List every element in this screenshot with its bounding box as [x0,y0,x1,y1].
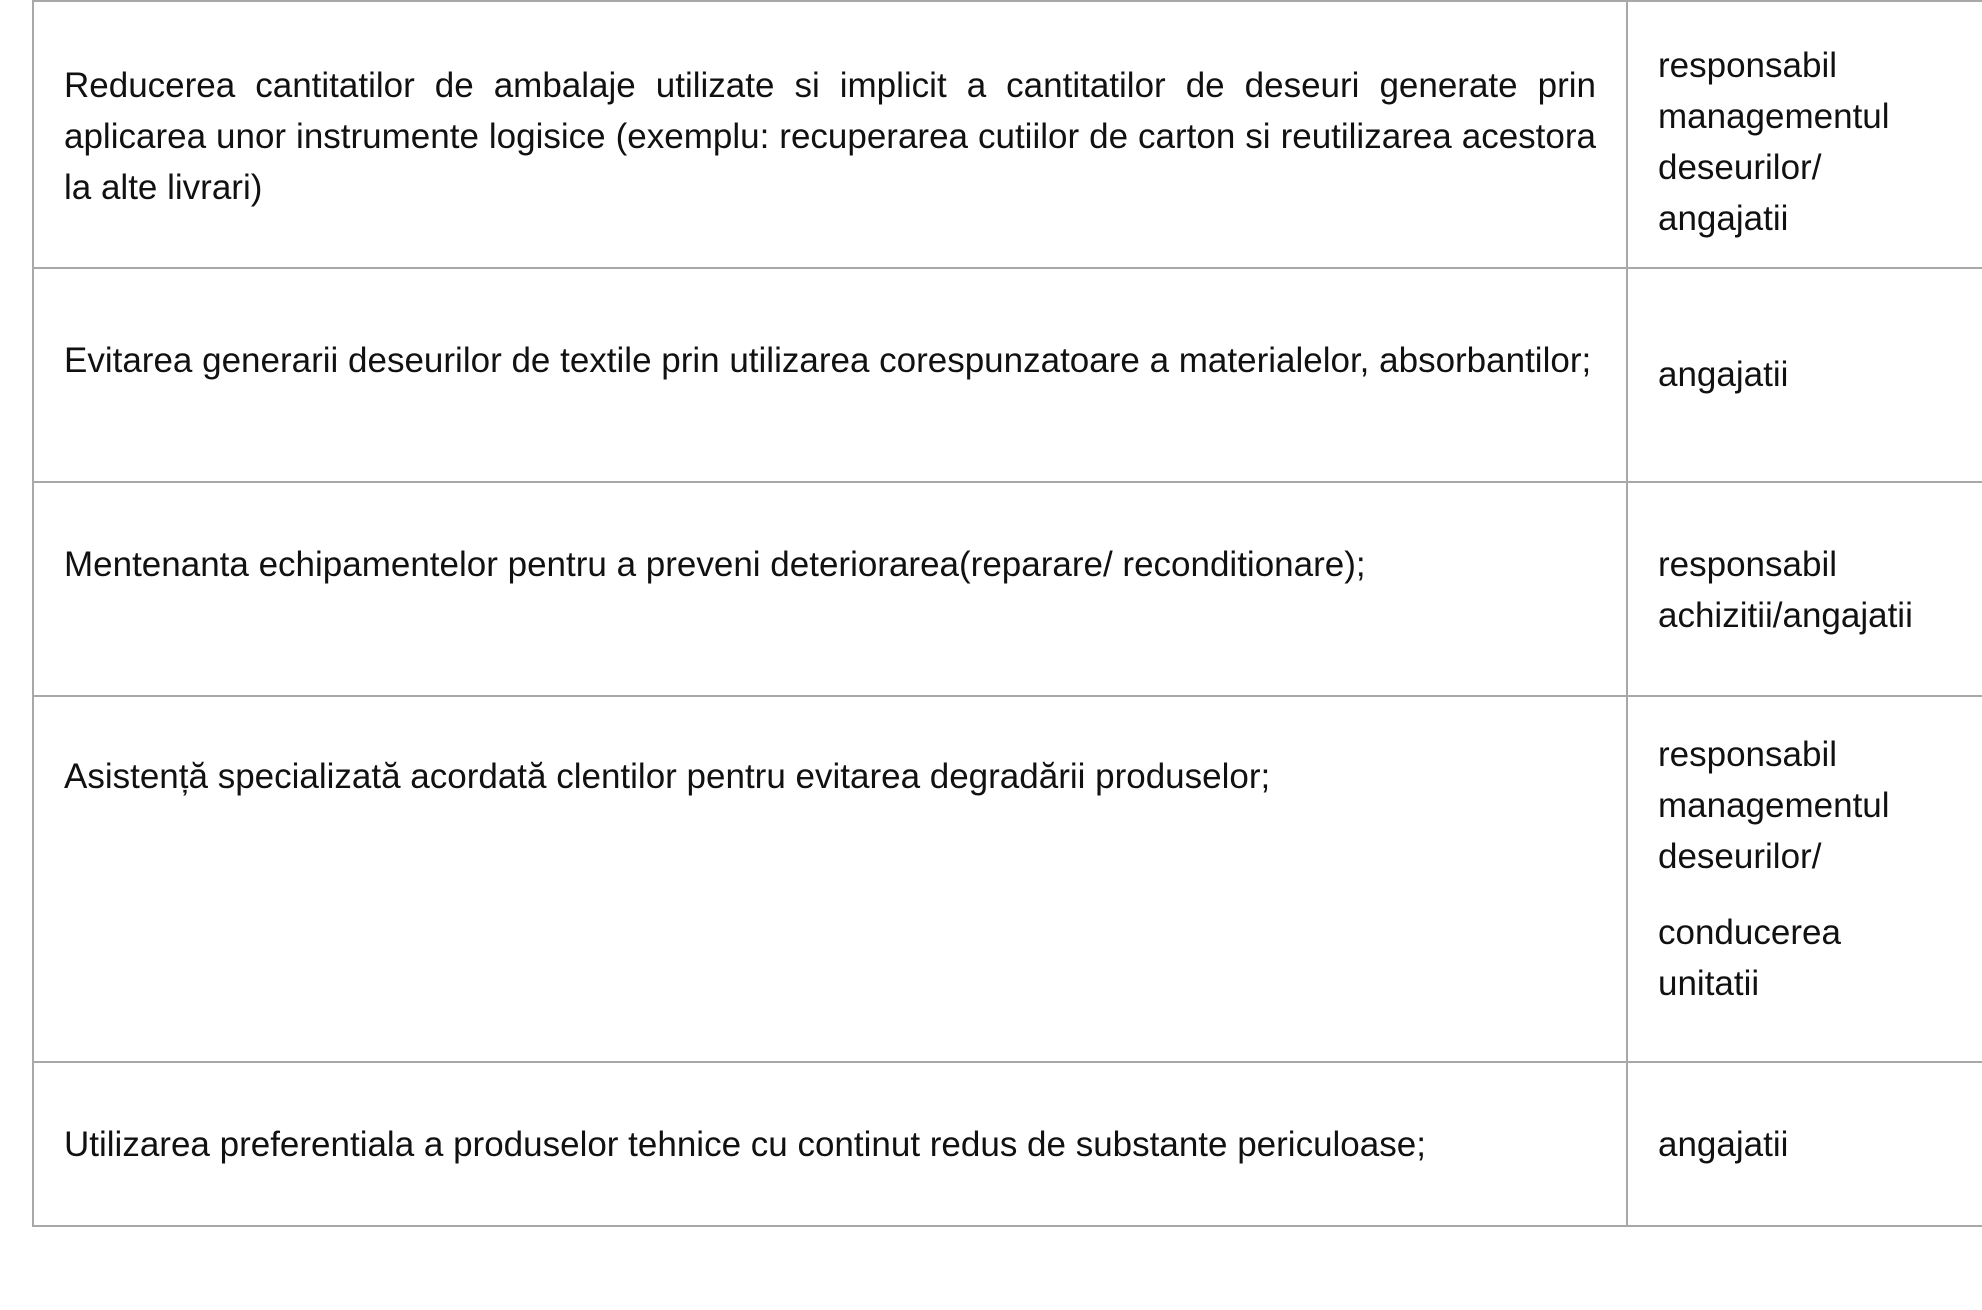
responsible-cell [1627,696,1982,1062]
responsible-line: deseurilor/ [1658,837,1822,876]
table-row [33,1,1982,268]
table-row [33,482,1982,696]
table-row [33,268,1982,482]
table-row [33,1062,1982,1226]
responsible-line: responsabil [1658,46,1837,85]
responsible-cell [1627,1062,1982,1226]
responsible-cell [1627,268,1982,482]
responsible-line: managementul [1658,97,1890,136]
responsible-cell [1627,482,1982,696]
table-row [33,696,1982,1062]
responsible-line: responsabil [1658,735,1837,774]
responsible-cell [1627,1,1982,268]
action-cell: Mentenanta echipamentelor pentru a preveni deteriorarea(reparare/ reconditionare); [33,482,1627,696]
responsible-line: angajatii [1658,1125,1789,1164]
measures-table [32,0,1982,1227]
responsible-line: angajatii [1658,355,1789,394]
responsible-line: angajatii [1658,199,1789,238]
action-cell: Reducerea cantitatilor de ambalaje utilizate si implicit a cantitatilor de deseuri generate prin aplicarea unor instrumente logisice (exemplu: recuperarea cutiilor de carton si reutilizarea acestora la alte livrari) [33,1,1627,268]
responsible-line: managementul [1658,786,1890,825]
paragraph-gap [1658,882,1975,907]
responsible-line: responsabil [1658,545,1837,584]
responsible-line: achizitii/angajatii [1658,596,1913,635]
responsible-line: conducerea [1658,913,1841,952]
action-cell: Asistență specializată acordată clentilor pentru evitarea degradării produselor; [33,696,1627,1062]
responsible-line: deseurilor/ [1658,148,1822,187]
action-cell: Utilizarea preferentiala a produselor tehnice cu continut redus de substante periculoase; [33,1062,1627,1226]
action-cell: Evitarea generarii deseurilor de textile prin utilizarea corespunzatoare a materialelor, absorbantilor; [33,268,1627,482]
responsible-line: unitatii [1658,964,1760,1003]
